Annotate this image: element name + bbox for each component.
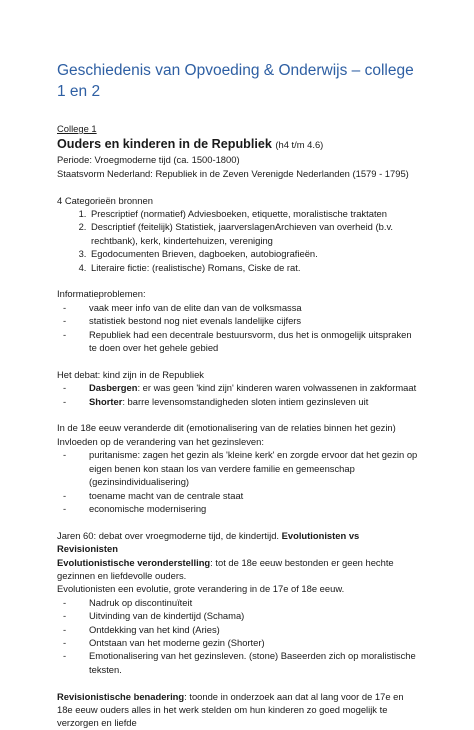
staatsvorm-line: Staatsvorm Nederland: Republiek in de Zeven Verenigde Nederlanden (1579 - 1795) [57, 167, 409, 179]
section-heading-main: Ouders en kinderen in de Republiek [57, 137, 272, 152]
debate-text: : er was geen 'kind zijn' kinderen waren volwassenen in zakformaat [137, 382, 417, 394]
evolutionisten-line: Evolutionisten een evolutie, grote verandering in de 17e of 18e eeuw. [57, 583, 345, 595]
list-item: 3. Egodocumenten Brieven, dagboeken, autobiografieën. [89, 247, 418, 260]
document-title: Geschiedenis van Opvoeding & Onderwijs – college 1 en 2 [57, 62, 414, 100]
list-item: 1. Prescriptief (normatief) Adviesboeken, etiquette, moralistische traktaten [89, 207, 418, 220]
list-item: - economische modernisering [89, 502, 418, 515]
revision-bold-term: Revisionistische benadering [57, 690, 185, 702]
revision-paragraph [57, 690, 418, 730]
c18-influences-intro: Invloeden op de verandering van het gezinsleven: [57, 435, 264, 447]
problems-list [57, 301, 418, 355]
list-item: - Nadruk op discontinuïteit [89, 596, 418, 609]
list-item: - Emotionalisering van het gezinsleven. (stone) Baseerden zich op moralistische teksten. [89, 649, 418, 676]
list-item [89, 395, 418, 408]
jaren60-bold-title: Evolutionisten vs Revisionisten [57, 529, 360, 555]
lecture-label: College 1 [57, 123, 97, 134]
section-heading-note: (h4 t/m 4.6) [275, 139, 324, 151]
evolutionisten-list [57, 596, 418, 676]
list-item: - Ontstaan van het moderne gezin (Shorter) [89, 636, 418, 649]
c18-line: In de 18e eeuw veranderde dit (emotionalisering van de relaties binnen het gezin) [57, 422, 396, 434]
debate-text: : barre levensomstandigheden sloten intiem gezinsleven uit [122, 395, 369, 407]
list-item: 4. Literaire fictie: (realistische) Romans, Ciske de rat. [89, 261, 418, 274]
list-item: - Uitvinding van de kindertijd (Schama) [89, 609, 418, 622]
jaren60-text: Jaren 60: debat over vroegmoderne tijd, de kindertijd. [57, 529, 282, 541]
categories-list [57, 207, 418, 274]
jaren60-paragraph [57, 529, 418, 583]
revision-text: : toonde in onderzoek aan dat al lang voor de 17e en 18e eeuw ouders alles in het werk stelden om hun kinderen zo goed mogelijk te verzorgen en liefde [57, 690, 404, 729]
list-item: - puritanisme: zagen het gezin als 'kleine kerk' en zorgde ervoor dat het gezin op eigen benen kon staan los van verdere familie en gemeenschap (gezinsindividualisering) [89, 448, 418, 488]
list-item: - Ontdekking van het kind (Aries) [89, 623, 418, 636]
list-item: - toename macht van de centrale staat [89, 489, 418, 502]
categories-intro: 4 Categorieën bronnen [57, 194, 153, 206]
c18-influences-list [57, 448, 418, 515]
debate-intro: Het debat: kind zijn in de Republiek [57, 368, 204, 380]
debate-list [57, 381, 418, 408]
list-item: - Republiek had een decentrale bestuursvorm, dus het is onmogelijk uitspraken te doen over het gehele gebied [89, 328, 418, 355]
list-item: - vaak meer info van de elite dan van de volksmassa [89, 301, 418, 314]
periode-line: Periode: Vroegmoderne tijd (ca. 1500-1800) [57, 154, 240, 166]
debate-term: Shorter [89, 395, 123, 407]
section-heading [57, 136, 418, 153]
list-item [89, 381, 418, 394]
jaren60-rest: : tot de 18e eeuw bestonden er geen hechte gezinnen en liefdevolle ouders. [57, 556, 394, 581]
list-item: 2. Descriptief (feitelijk) Statistiek, jaarverslagenArchieven van overheid (b.v. rechtbank), kerk, kindertehuizen, vereniging [89, 220, 418, 247]
debate-term: Dasbergen [89, 382, 138, 394]
problems-intro: Informatieproblemen: [57, 288, 146, 300]
jaren60-bold-term: Evolutionistische veronderstelling [57, 556, 211, 568]
list-item: - statistiek bestond nog niet evenals landelijke cijfers [89, 314, 418, 327]
